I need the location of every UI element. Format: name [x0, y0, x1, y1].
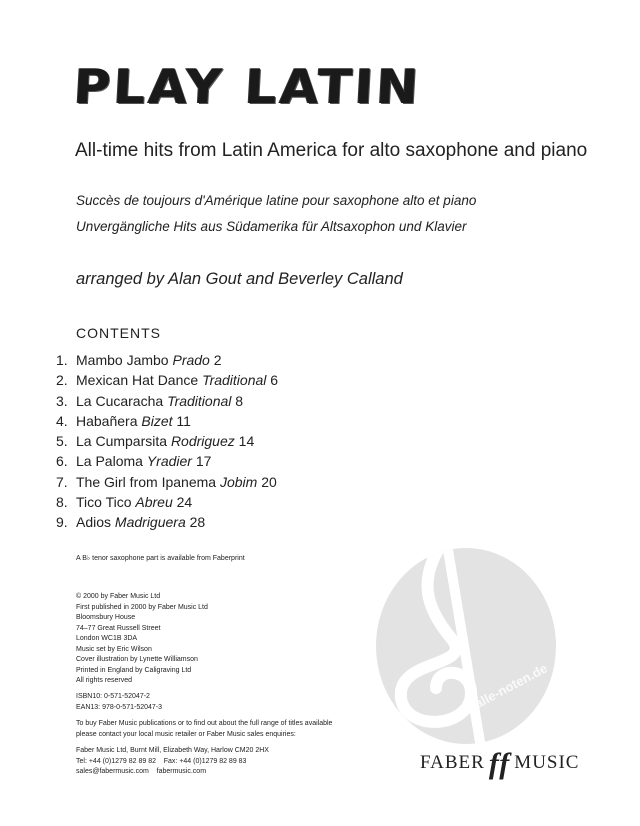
item-composer: Traditional: [167, 392, 232, 409]
item-number: 6.: [56, 453, 68, 470]
contents-item: [56, 411, 278, 431]
logo-music: MUSIC: [514, 752, 580, 773]
item-page: 20: [261, 473, 277, 490]
item-number: 9.: [56, 514, 68, 531]
item-number: 2.: [56, 372, 68, 389]
subtitle: All-time hits from Latin America for alto saxophone and piano: [75, 140, 588, 161]
imprint-line: Printed in England by Caligraving Ltd: [76, 666, 192, 674]
treble-clef-icon: [376, 548, 556, 744]
item-title: La Paloma: [76, 453, 143, 470]
item-number: 7.: [56, 473, 68, 490]
imprint-line: All rights reserved: [76, 677, 133, 684]
item-title: La Cumparsita: [76, 433, 168, 450]
item-title: Mambo Jambo: [76, 352, 169, 368]
subtitle-french: Succès de toujours d'Amérique latine pour saxophone alto et piano: [76, 193, 477, 208]
item-number: 8.: [56, 494, 68, 511]
contents-item: [56, 431, 278, 451]
item-page: 24: [176, 494, 193, 511]
item-title: Mexican Hat Dance: [76, 372, 199, 389]
contents-item: [56, 451, 278, 471]
publisher-address: [76, 746, 269, 778]
subtitle-german: Unvergängliche Hits aus Südamerika für Altsaxophon und Klavier: [76, 219, 467, 234]
item-page: 2: [213, 352, 222, 368]
item-number: 5.: [56, 433, 68, 450]
item-number: 3.: [56, 392, 68, 409]
item-composer: Traditional: [202, 372, 267, 389]
isbn-line: ISBN10: 0-571-52047-2: [76, 693, 150, 700]
isbn-block: [76, 692, 162, 713]
item-composer: Yradier: [146, 453, 192, 470]
watermark: alle-noten.de: [472, 660, 550, 712]
contents-heading: CONTENTS: [76, 325, 161, 341]
item-number: 4.: [56, 412, 68, 429]
treble-clef-emblem: [376, 548, 556, 744]
logo-faber: FABER: [420, 752, 485, 773]
imprint-line: © 2000 by Faber Music Ltd: [76, 593, 161, 600]
item-page: 8: [235, 392, 244, 409]
item-page: 28: [189, 514, 206, 531]
item-composer: Rodriguez: [170, 433, 235, 450]
contents-list: [56, 350, 278, 533]
item-title: Habañera: [76, 412, 138, 429]
imprint-line: First published in 2000 by Faber Music Ltd: [76, 603, 208, 611]
buy-line: please contact your local music retailer or Faber Music sales enquiries:: [76, 730, 296, 738]
contents-item: [56, 370, 278, 390]
item-composer: Jobim: [219, 473, 258, 490]
tenor-part-note: A B♭ tenor saxophone part is available from Faberprint: [76, 555, 245, 562]
item-title: Tico Tico: [76, 494, 132, 511]
item-page: 11: [176, 412, 191, 429]
purchase-info: [76, 719, 332, 740]
item-composer: Madriguera: [114, 514, 186, 531]
item-page: 6: [270, 372, 279, 389]
imprint-line: 74–77 Great Russell Street: [76, 624, 161, 632]
address-line: Tel: +44 (0)1279 82 89 82 Fax: +44 (0)1279 82 89 83: [76, 757, 247, 765]
book-title: PLAY LATIN: [72, 59, 423, 115]
address-line: Faber Music Ltd, Burnt Mill, Elizabeth Way, Harlow CM20 2HX: [76, 747, 269, 754]
imprint-line: Bloomsbury House: [76, 614, 136, 621]
imprint-line: Music set by Eric Wilson: [76, 645, 152, 653]
item-number: 1.: [56, 352, 68, 368]
item-composer: Prado: [172, 352, 210, 368]
imprint: [76, 592, 208, 687]
imprint-line: Cover illustration by Lynette Williamson: [76, 656, 198, 663]
item-composer: Abreu: [135, 494, 173, 511]
isbn-line: EAN13: 978-0-571-52047-3: [76, 703, 163, 711]
contents-item: [56, 512, 278, 532]
logo-ff: ff: [488, 747, 511, 780]
contents-item: [56, 350, 278, 370]
contents-item: [56, 492, 278, 512]
item-title: Adios: [76, 514, 112, 531]
address-line: sales@fabermusic.com fabermusic.com: [76, 768, 207, 775]
item-title: La Cucaracha: [76, 392, 164, 409]
buy-line: To buy Faber Music publications or to find out about the full range of titles available: [76, 720, 333, 727]
arranger-credit: arranged by Alan Gout and Beverley Calland: [76, 270, 403, 288]
item-page: 14: [238, 433, 255, 450]
item-title: The Girl from Ipanema: [76, 473, 217, 490]
item-page: 17: [195, 453, 212, 470]
faber-music-logo: [420, 748, 579, 779]
imprint-line: London WC1B 3DA: [76, 635, 138, 642]
item-composer: Bizet: [141, 412, 173, 429]
contents-item: [56, 391, 278, 411]
contents-item: [56, 472, 278, 492]
